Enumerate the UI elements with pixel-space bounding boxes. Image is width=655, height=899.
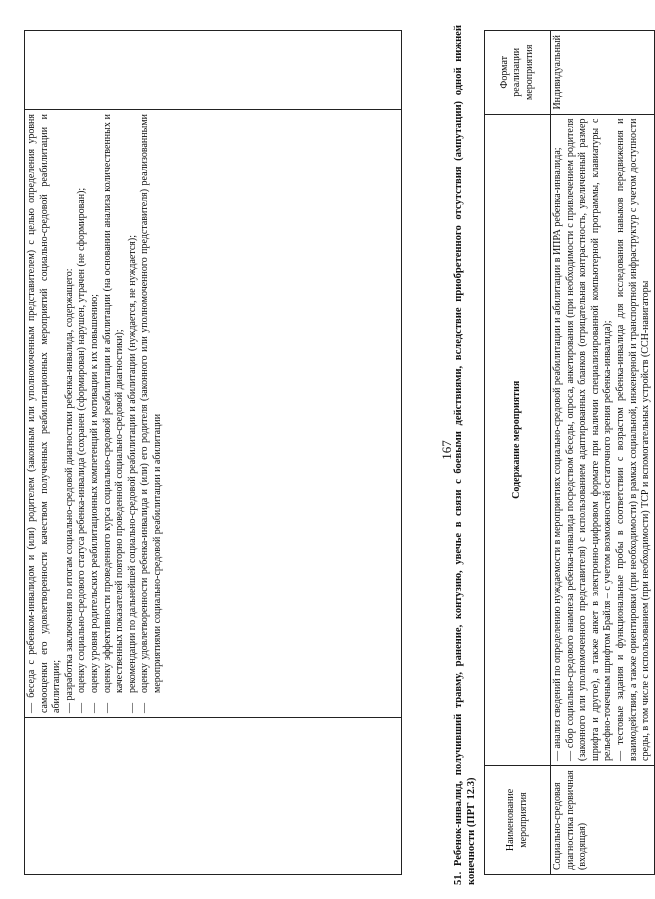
table-header-row: [485, 31, 551, 875]
table-measures: [484, 30, 655, 875]
section-heading: 51. Ребенок-инвалид, получивший травму, ранение, контузию, увечье в связи с боевыми действиями, вследствие приобретенного отсутствия (ампутации) одной нижней конечности (ПРГ 12.3): [453, 25, 477, 885]
table-cell-empty: [25, 718, 402, 875]
table-row: [25, 31, 402, 875]
column-header-format: Формат реализации мероприятия: [485, 31, 551, 115]
list-item: — сбор социально-средового анамнеза ребенка-инвалида посредством беседы, опроса, анкетирования (при необходимости с привлечением родителя (законного или уполномоченного представителя) с использованием адаптированных бланков (отрицательная контрастность, увеличенный размер шрифта и другое), а также анкет в электронно-цифровом формате при наличии специализированной компьютерной программы, клавиатуры с рельефно-точечным шрифтом Брайля – с учетом возможностей остаточного зрения ребенка-инвалида);: [564, 118, 614, 761]
list-item: — анализ сведений по определению нуждаемости в мероприятиях социально-средовой реабилитации и абилитации в ИПРА ребенка-инвалида;: [552, 147, 563, 761]
table-continuation: [24, 30, 402, 875]
sub-list-item: — оценку уровня родительских реабилитационных компетенций и мотивации к их повышению;: [88, 294, 100, 713]
measure-content: [551, 114, 655, 765]
table-cell-content: [25, 110, 402, 718]
list-item: — беседа с ребенком-инвалидом и (или) родителем (законным или уполномоченным представителем) с целью определения уровня самооценки его удовлетворенности качеством полученных реабилитационных мероприятий социально-средовой реабилитации и абилитации;: [26, 114, 63, 713]
column-header-content: Содержание мероприятия: [485, 114, 551, 765]
list-item: — разработка заключения по итогам социально-средовой диагностики ребенка-инвалида, содержащего:: [63, 268, 75, 713]
page-number: 167: [439, 440, 454, 460]
sub-list-item: — оценку социально-средового статуса ребенка-инвалида (сохранен (сформирован) нарушен, утрачен (не сформирован);: [76, 187, 88, 713]
sub-list-item: — оценку эффективности проведенного курса социально-средовой реабилитации и абилитации (на основании анализа количественных и качественных показателей повторно проведенной социально-средовой диагностики);: [101, 114, 126, 713]
measure-format: Индивидуальный: [551, 31, 655, 115]
measure-name: Социально-средовая диагностика первичная (входящая): [551, 766, 655, 875]
table-cell-empty: [25, 31, 402, 110]
table-row: [551, 31, 655, 875]
sub-list-item: — оценку удовлетворенности ребенка-инвалида и (или) его родителя (законного или уполномоченного представителя) реализованными мероприятиями социально-средовой реабилитации и абилитации: [139, 114, 163, 713]
sub-list-item: — рекомендации по дальнейшей социально-средовой реабилитации и абилитации (нуждается, не нуждается);: [126, 235, 138, 713]
list-item: — тестовые задания и функциональные пробы в соответствии с возрастом ребенка-инвалида для исследования навыков передвижения и взаимодействия, а также ориентировки (при необходимости) в рамках социальной, инженерной и транспортной инфраструктур с учетом доступности среды, в том числе с использованием (при необходимости) ТСР и вспомогательных устройств (ССН-навигаторы: [614, 118, 652, 761]
rotated-content: [22, 15, 652, 885]
column-header-name: Наименование мероприятия: [485, 766, 551, 875]
